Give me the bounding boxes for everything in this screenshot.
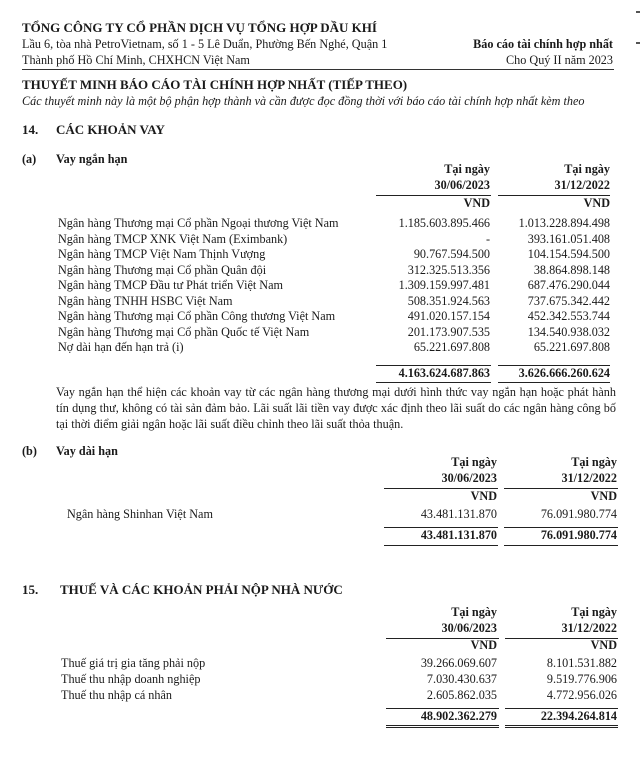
- table-cell-value-2022: 65.221.697.808: [533, 340, 610, 354]
- total-rule-bottom: [498, 382, 610, 383]
- table-cell-value-2023: 508.351.924.563: [407, 293, 490, 308]
- column-header-label: Tại ngày: [444, 162, 490, 176]
- report-period: Cho Quý II năm 2023: [506, 53, 613, 67]
- table-row-label: Ngân hàng TNHH HSBC Việt Nam: [58, 293, 233, 308]
- table-cell-value-2022: 76.091.980.774: [540, 507, 617, 521]
- total-double-rule: [505, 725, 618, 728]
- table-row-label: Ngân hàng TMCP XNK Việt Nam (Eximbank): [58, 231, 288, 246]
- currency-label: VND: [463, 196, 490, 210]
- company-address-line1: Lầu 6, tòa nhà PetroVietnam, số 1 - 5 Lê Duẩn, Phường Bến Nghé, Quận 1: [22, 37, 388, 51]
- subsection-number: (b): [22, 444, 37, 458]
- currency-label: VND: [590, 638, 617, 652]
- table-cell-value-2022: 1.013.228.894.498: [518, 216, 610, 230]
- table-cell-value-2022: 4.772.956.026: [546, 688, 617, 702]
- column-header-date: 30/06/2023: [441, 621, 497, 635]
- column-header-date: 30/06/2023: [434, 178, 490, 192]
- table-row-label: Nợ dài hạn đến hạn trả (i): [58, 340, 184, 354]
- table-row-label: Ngân hàng Thương mại Cổ phần Quân đội: [58, 262, 267, 277]
- notes-title: THUYẾT MINH BÁO CÁO TÀI CHÍNH HỢP NHẤT (TIẾP THEO): [22, 77, 408, 92]
- table-cell-value-2023: 43.481.131.870: [420, 507, 497, 521]
- table-cell-value-2023: 491.020.157.154: [407, 309, 490, 323]
- long-term-total-2023: 43.481.131.870: [420, 528, 497, 542]
- table-cell-value-2022: 687.476.290.044: [527, 278, 610, 292]
- report-title: Báo cáo tài chính hợp nhất: [473, 37, 613, 51]
- table-row-label: Ngân hàng Thương mại Cổ phần Công thương Việt Nam: [58, 309, 336, 323]
- column-header-date: 31/12/2022: [554, 178, 610, 192]
- total-rule-bottom: [384, 545, 498, 546]
- column-header-label: Tại ngày: [451, 605, 497, 619]
- table-cell-value-2022: 9.519.776.906: [546, 672, 617, 686]
- table-row-label: Ngân hàng Thương mại Cổ phần Quốc tế Việt Nam: [58, 324, 310, 339]
- section-number: 14.: [22, 122, 39, 137]
- subsection-number: (a): [22, 152, 37, 166]
- company-address-line2: Thành phố Hồ Chí Minh, CHXHCN Việt Nam: [22, 53, 250, 67]
- section-title: CÁC KHOẢN VAY: [56, 122, 165, 137]
- table-cell-value-2023: 7.030.430.637: [426, 672, 497, 686]
- table-row-label: Ngân hàng TMCP Việt Nam Thịnh Vượng: [58, 247, 266, 261]
- table-cell-value-2022: 104.154.594.500: [527, 247, 610, 261]
- total-rule-bottom: [504, 545, 618, 546]
- column-header-date: 31/12/2022: [561, 621, 617, 635]
- column-header-date: 30/06/2023: [441, 471, 497, 485]
- company-name: TỔNG CÔNG TY CỔ PHẦN DỊCH VỤ TỔNG HỢP DẦU KHÍ: [22, 20, 377, 35]
- table-cell-value-2022: 452.342.553.744: [527, 309, 610, 323]
- table-cell-value-2023: -: [485, 231, 490, 246]
- section-number: 15.: [22, 582, 39, 597]
- table-row-label: Ngân hàng Thương mại Cổ phần Ngoại thương Việt Nam: [58, 216, 339, 230]
- subsection-title: Vay ngắn hạn: [56, 152, 128, 166]
- subsection-title: Vay dài hạn: [56, 444, 118, 458]
- currency-label: VND: [590, 489, 617, 503]
- table-row-label: Ngân hàng Shinhan Việt Nam: [67, 507, 213, 521]
- section-title: THUẾ VÀ CÁC KHOẢN PHẢI NỘP NHÀ NƯỚC: [60, 582, 343, 597]
- column-header-label: Tại ngày: [451, 455, 497, 469]
- header-divider: [22, 69, 614, 70]
- table-cell-value-2022: 737.675.342.442: [527, 293, 610, 308]
- table-row-label: Thuế thu nhập cá nhân: [61, 688, 173, 702]
- scan-mark: [636, 11, 640, 13]
- table-row-label: Thuế giá trị gia tăng phải nộp: [61, 656, 206, 670]
- short-term-note-paragraph: Vay ngắn hạn thể hiện các khoản vay từ các ngân hàng thương mại dưới hình thức vay ngắn hạn hoặc phát hành tín dụng thư, không có tài sản đảm bảo. Lãi suất lãi tiền vay được xác định theo lãi suất do các ngân hàng công bố tại thời điểm giải ngân hoặc lãi suất điều chỉnh theo lãi suất thỏa thuận.: [56, 385, 616, 431]
- column-header-date: 31/12/2022: [561, 471, 617, 485]
- table-cell-value-2022: 134.540.938.032: [527, 324, 610, 339]
- total-double-rule: [386, 725, 499, 728]
- table-cell-value-2022: 38.864.898.148: [533, 262, 610, 277]
- table-cell-value-2023: 39.266.069.607: [420, 656, 497, 670]
- table-cell-value-2023: 65.221.697.808: [413, 340, 490, 354]
- table-cell-value-2023: 1.185.603.895.466: [398, 216, 490, 230]
- table-cell-value-2022: 8.101.531.882: [546, 656, 617, 670]
- currency-label: VND: [470, 489, 497, 503]
- currency-label: VND: [583, 196, 610, 210]
- long-term-total-2022: 76.091.980.774: [540, 528, 617, 542]
- table-cell-value-2023: 90.767.594.500: [413, 247, 490, 261]
- column-header-label: Tại ngày: [571, 455, 617, 469]
- short-term-total-2022: 3.626.666.260.624: [518, 366, 610, 380]
- table-cell-value-2023: 2.605.862.035: [426, 688, 497, 702]
- table-cell-value-2023: 201.173.907.535: [407, 324, 490, 339]
- notes-subtitle: Các thuyết minh này là một bộ phận hợp thành và cần được đọc đồng thời với báo cáo tài chính hợp nhất kèm theo: [22, 94, 585, 108]
- table-cell-value-2022: 393.161.051.408: [527, 231, 610, 246]
- total-rule-bottom: [376, 382, 491, 383]
- short-term-total-2023: 4.163.624.687.863: [398, 366, 490, 380]
- tax-total-2023: 48.902.362.279: [420, 709, 497, 723]
- column-header-label: Tại ngày: [564, 162, 610, 176]
- table-cell-value-2023: 312.325.513.356: [407, 262, 490, 277]
- scan-mark: [636, 42, 640, 44]
- tax-total-2022: 22.394.264.814: [540, 709, 617, 723]
- column-header-label: Tại ngày: [571, 605, 617, 619]
- table-row-label: Ngân hàng TMCP Đầu tư Phát triển Việt Nam: [58, 278, 283, 292]
- table-row-label: Thuế thu nhập doanh nghiệp: [61, 672, 201, 686]
- table-cell-value-2023: 1.309.159.997.481: [398, 278, 490, 292]
- currency-label: VND: [470, 638, 497, 652]
